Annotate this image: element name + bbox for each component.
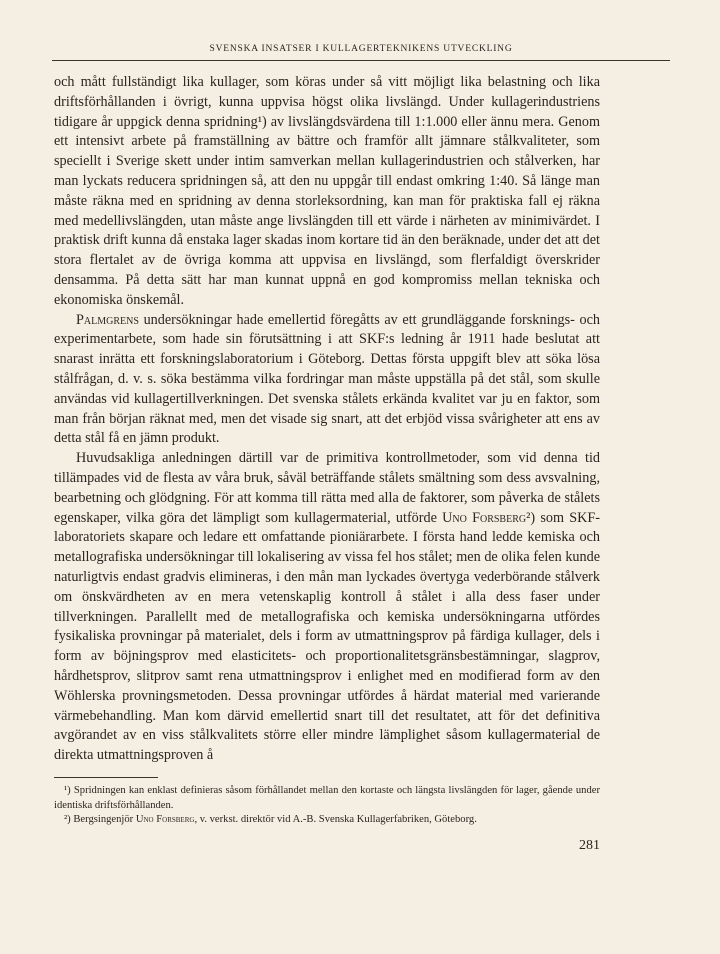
- paragraph-3-start: Huvudsakliga anledningen därtill var de primitiva kontrollmetoder, som vid denna tid tillämpades vid de flesta av våra bruk, såväl beträffande stålets smältning som dess avsvalning, bearbetning och glödgning. För att komma till rätta med alla de faktorer, som påverka de stålets egenskaper, vilka göra det lämpligt som kullagermaterial, utförde: [54, 450, 600, 526]
- footnote-2-name: Uno Forsberg: [135, 814, 195, 826]
- page-number: 281: [579, 838, 600, 853]
- footnote-rule: [54, 777, 158, 778]
- footnote-2-text: , v. verkst. direktör vid A.-B. Svenska Kullagerfabriken, Göteborg.: [194, 814, 477, 826]
- header-rule: [52, 60, 670, 61]
- author-name-palmgren: Palmgrens: [76, 311, 139, 328]
- paragraph-2: [54, 311, 600, 450]
- footnotes: [54, 784, 600, 828]
- footnote-2: [54, 813, 600, 828]
- author-name-forsberg: Uno Forsberg: [442, 509, 527, 526]
- paragraph-2-text: undersökningar hade emellertid föregåtts av ett grundläggande forsknings- och experimentarbete, som hade sin förutsättning i att SKF:s ledning år 1911 hade beslutat att snarast inrätta ett forskningslaboratorium i Göteborg. Dettas första uppgift blev att söka lösa stålfrågan, d. v. s. söka bestämma vilka fordringar man måste uppställa på det stål, som skulle användas vid kullagertillverkningen. Det svenska stålets erkända kvalitet var ju en faktor, som man från början räknat med, men det visade sig snart, att det erbjöd vissa svårigheter att ens av detta stål få en jämn produkt.: [54, 311, 600, 447]
- paragraph-3-text: ²) som SKF-laboratoriets skapare och ledare ett omfattande pioniärarbete. I första hand ledde kemiska och metallografiska undersökningar till lokalisering av vissa fel hos stålet; men de olika felen kunde naturligtvis endast gradvis elimineras, i den mån man lyckades övertyga vederbörande stålverk om önskvärdheten av en mera vetenskaplig kontroll å stålet i alla dess faser under tillverkningen. Parallellt med de metallografiska och kemiska undersökningarna utfördes fysikaliska provningar på materialet, dels i form av utmattningsprov på färdiga kullager, dels i form av böjningsprov med elasticitets- och proportionalitetsgränsbestämningar, slagprov, hårdhetsprov, slitprov samt rena utmattningsprov i enlighet med en modifierad form av den Wöhlerska provningsmetoden. Dessa provningar utfördes å härdat material med varierande värmebehandling. Man kom därvid emellertid snart till det resultatet, att för det definitiva avgörandet av en viss stålkvalitets större eller mindre lämplighet såsom kullagermaterial de direkta utmattningsproven å: [54, 509, 600, 764]
- running-head: SVENSKA INSATSER I KULLAGERTEKNIKENS UTVECKLING: [209, 44, 513, 54]
- footnote-2-start: ²) Bergsingenjör: [64, 814, 136, 826]
- body-text: [54, 73, 600, 766]
- paragraph-1: och mått fullständigt lika kullager, som köras under så vitt möjligt lika belastning och lika driftsförhållanden i övrigt, kunna uppvisa högst olika livslängd. Under kullagerindustriens tidigare år uppgick denna spridning¹) av livslängdsvärdena till 1:1.000 eller ännu mera. Genom ett intensivt arbete på framställning av bättre och framför allt jämnare stålkvaliteter, som speciellt i Sverige skett under intim samverkan mellan kullagerindustrien och stålverken, har man lyckats reducera spridningen så, att den nu uppgår till endast omkring 1:40. Så länge man måste räkna med en spridning av denna storleksordning, kan man för praktiska fall ej räkna med medellivslängden, utan måste ange livslängden till ett värde i närheten av minimivärdet. I praktisk drift kunna då enstaka lager skadas inom kortare tid än den beräknade, under det att det stora flertalet av de övriga komma att uppvisa en livslängd, som flerfaldigt överskrider densamma. På detta sätt har man kunnat uppnå en god kompromiss mellan tekniska och ekonomiska önskemål.: [54, 74, 600, 308]
- paragraph-3: [54, 449, 600, 766]
- footnote-1: ¹) Spridningen kan enklast definieras såsom förhållandet mellan den kortaste och längsta livslängden för lager, gående under identiska driftsförhållanden.: [54, 785, 600, 811]
